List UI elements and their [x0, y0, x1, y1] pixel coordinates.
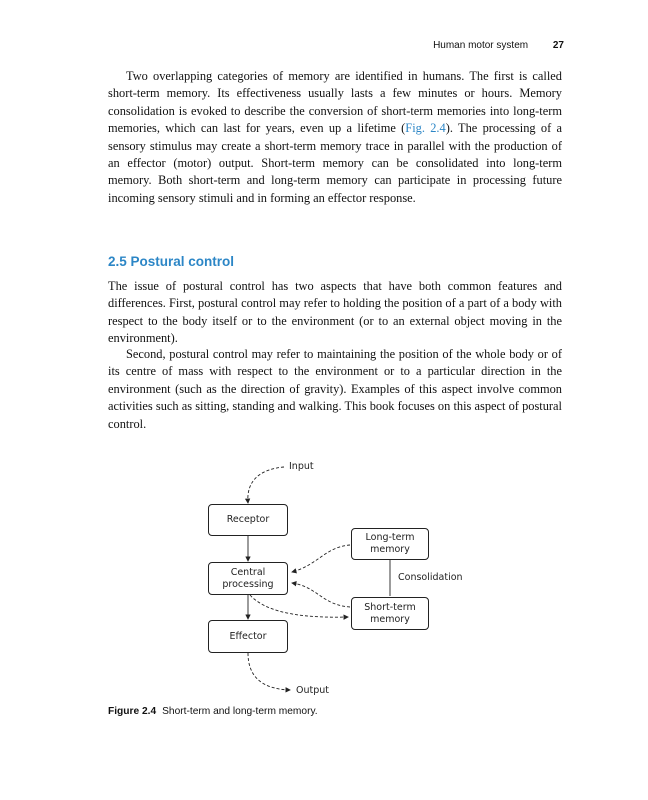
long-term-memory-label: Long-term memory [365, 532, 415, 555]
short-term-to-processing-arrow [292, 583, 350, 607]
figure-caption [108, 706, 318, 717]
processing-to-short-term-arrow [250, 595, 348, 617]
long-term-memory-box [351, 528, 429, 560]
effector-label: Effector [229, 630, 267, 642]
consolidation-label: Consolidation [398, 572, 463, 583]
paragraph-postural-2: Second, postural control may refer to maintaining the position of the whole body or of its centre of mass with respect to the environment or to a particular direction in the environment (such as the direction of gravity). Examples of this aspect involve common activities such as sitting, standing and walking. This book focuses on this aspect of postural control. [108, 347, 562, 431]
diagram-arrows [0, 455, 648, 705]
short-term-memory-label: Short-term memory [364, 601, 416, 625]
receptor-label: Receptor [226, 514, 270, 525]
short-term-memory-box [351, 597, 429, 630]
receptor-box [208, 504, 288, 536]
page-number: 27 [552, 40, 564, 51]
figure-memory-diagram [0, 455, 648, 705]
output-label: Output [296, 685, 329, 696]
input-label: Input [289, 461, 314, 472]
paragraph-memory [108, 68, 562, 207]
running-title: Human motor system [433, 40, 529, 51]
caption-number: Figure 2.4 [108, 706, 157, 717]
long-term-to-processing-arrow [292, 545, 350, 572]
running-header [0, 40, 564, 51]
paragraph-memory-start: Two overlapping categories of memory are identified in humans. The first is called short-term memory. Its effectiveness usually lasts a few minutes or hours. Memory consolidation is evoked to describe the conversion of short-term memories into long-term memories, which can last for years, even up a lifetime ( [108, 69, 562, 136]
input-arrow [248, 467, 284, 503]
central-processing-box [208, 562, 288, 595]
central-processing-label: Central processing [222, 566, 274, 590]
paragraph-postural-1: The issue of postural control has two aspects that have both common features and differences. First, postural control may refer to holding the position of a part of a body with respect to the body itself or to the environment (or to an external object moving in the environment). [108, 279, 562, 346]
effector-box [208, 620, 288, 653]
paragraph-memory-end: ). The processing of a sensory stimulus may create a short-term memory trace in parallel with the production of an effector (motor) output. Short-term memory can be consolidated into long-term memory. Both short-term and long-term memory can participate in processing future incoming sensory stimuli and in forming an effector response. [108, 121, 563, 205]
section-heading: 2.5 Postural control [108, 254, 235, 269]
output-arrow [248, 653, 290, 690]
caption-text: Short-term and long-term memory. [162, 706, 318, 717]
figure-reference-link[interactable]: Fig. 2.4 [405, 121, 446, 136]
